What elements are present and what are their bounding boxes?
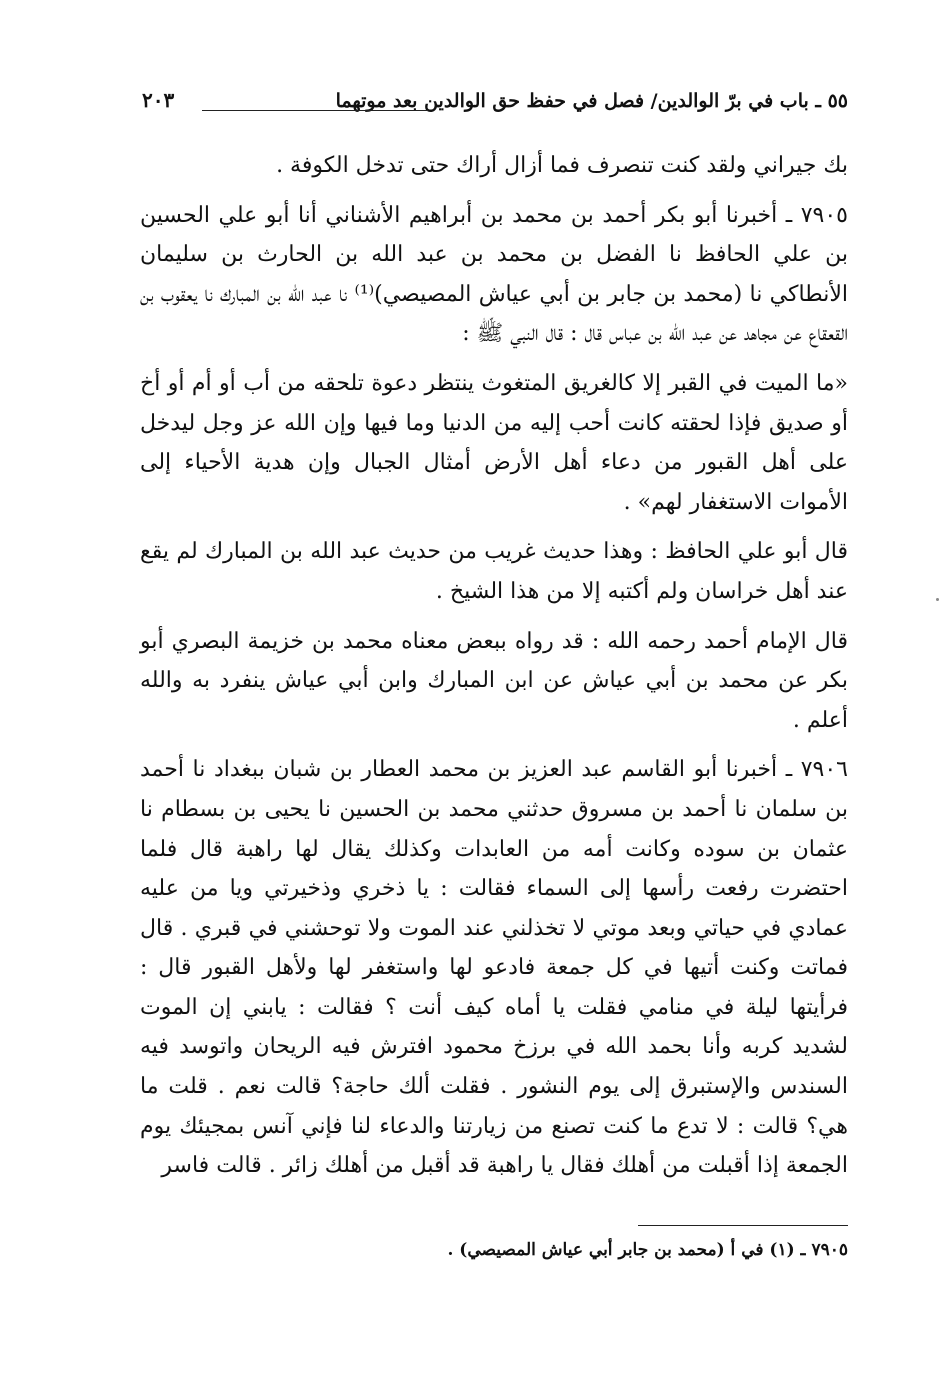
paragraph-imam-ahmad-comment: قال الإمام أحمد رحمه الله : قد رواه ببعض معناه محمد بن خزيمة البصري أبو بكر عن محمد بن أبي عياش عن ابن المبارك وابن أبي عياش ينفرد به والله أعلم . — [140, 628, 848, 733]
footnote-rule — [638, 1225, 848, 1226]
page-number: ٢٠٣ — [142, 88, 175, 112]
paragraph-hadith-7905: ٧٩٠٥ ـ أخبرنا أبو بكر أحمد بن محمد بن أبراهيم الأشناني أنا أبو علي الحسين بن علي الحافظ نا الفضل بن محمد بن عبد الله بن الحارث بن سليمان الأنطاكي نا (محمد بن جابر بن أبي عياش المصيصي)⁽¹⁾ نا عبد الله بن المبارك نا يعقوب بن القعقاع عن مجاهد عن عبد الله بن عباس قال : قال النبي ﷺ : — [140, 202, 848, 347]
paragraph-hadith-text: «ما الميت في القبر إلا كالغريق المتغوث ينتظر دعوة تلحقه من أب أو أم أو أخ أو صديق فإذا لحقته كانت أحب إليه من الدنيا وما فيها وإن الله عز وجل ليدخل على أهل القبور من دعاء أهل الأرض أمثال الجبال وإن هدية الأحياء إلى الأموات الاستغفار لهم» . — [140, 370, 848, 515]
margin-mark — [936, 598, 939, 601]
running-header — [142, 86, 848, 126]
paragraph-continuation: بك جيراني ولقد كنت تنصرف فما أزال أراك حتى تدخل الكوفة . — [276, 153, 848, 178]
main-text — [140, 146, 848, 1196]
header-rule — [202, 110, 428, 111]
footnote: ٧٩٠٥ ـ (١) في أ (محمد بن جابر أبي عياش المصيصي) . — [447, 1240, 848, 1260]
chapter-title: ٥٥ ـ باب في برّ الوالدين/ فصل في حفظ حق الوالدين بعد موتهما — [335, 90, 848, 112]
paragraph-hadith-7906: ٧٩٠٦ ـ أخبرنا أبو القاسم عبد العزيز بن محمد العطار بن شبان ببغداد نا أحمد بن سلمان نا أحمد بن مسروق حدثني محمد بن الحسين نا يحيى بن بسطام نا عثمان بن سوده وكانت أمه من العابدات وكذلك يقال لها راهبة قال فلما احتضرت رفعت رأسها إلى السماء فقالت : يا ذخري وذخيرتي ويا من عليه عمادي في حياتي وبعد موتي لا تخذلني عند الموت ولا توحشني في قبري . قال فماتت وكنت أتيها في كل جمعة فادعو لها واستغفر لها ولأهل القبور قال : فرأيتها ليلة في منامي فقلت يا أماه كيف أنت ؟ فقالت : يابني إن الموت لشديد كربه وأنا بحمد الله في برزخ محمود افترش فيه الريحان واتوسد فيه السندس والإستبرق إلى يوم النشور . فقلت ألك حاجة؟ قالت نعم . قلت ما هي؟ قالت : لا تدع ما كنت تصنع من زيارتنا والدعاء لنا فإني آنس بمجيئك يوم الجمعة إذا أقبلت من أهلك فقال يا راهبة قد أقبل من أهلك زائر . قالت فاسر — [140, 757, 848, 1179]
paragraph-abu-ali-comment: قال أبو علي الحافظ : وهذا حديث غريب من حديث عبد الله بن المبارك لم يقع عند أهل خراسان ولم أكتبه إلا من هذا الشيخ . — [140, 539, 848, 604]
